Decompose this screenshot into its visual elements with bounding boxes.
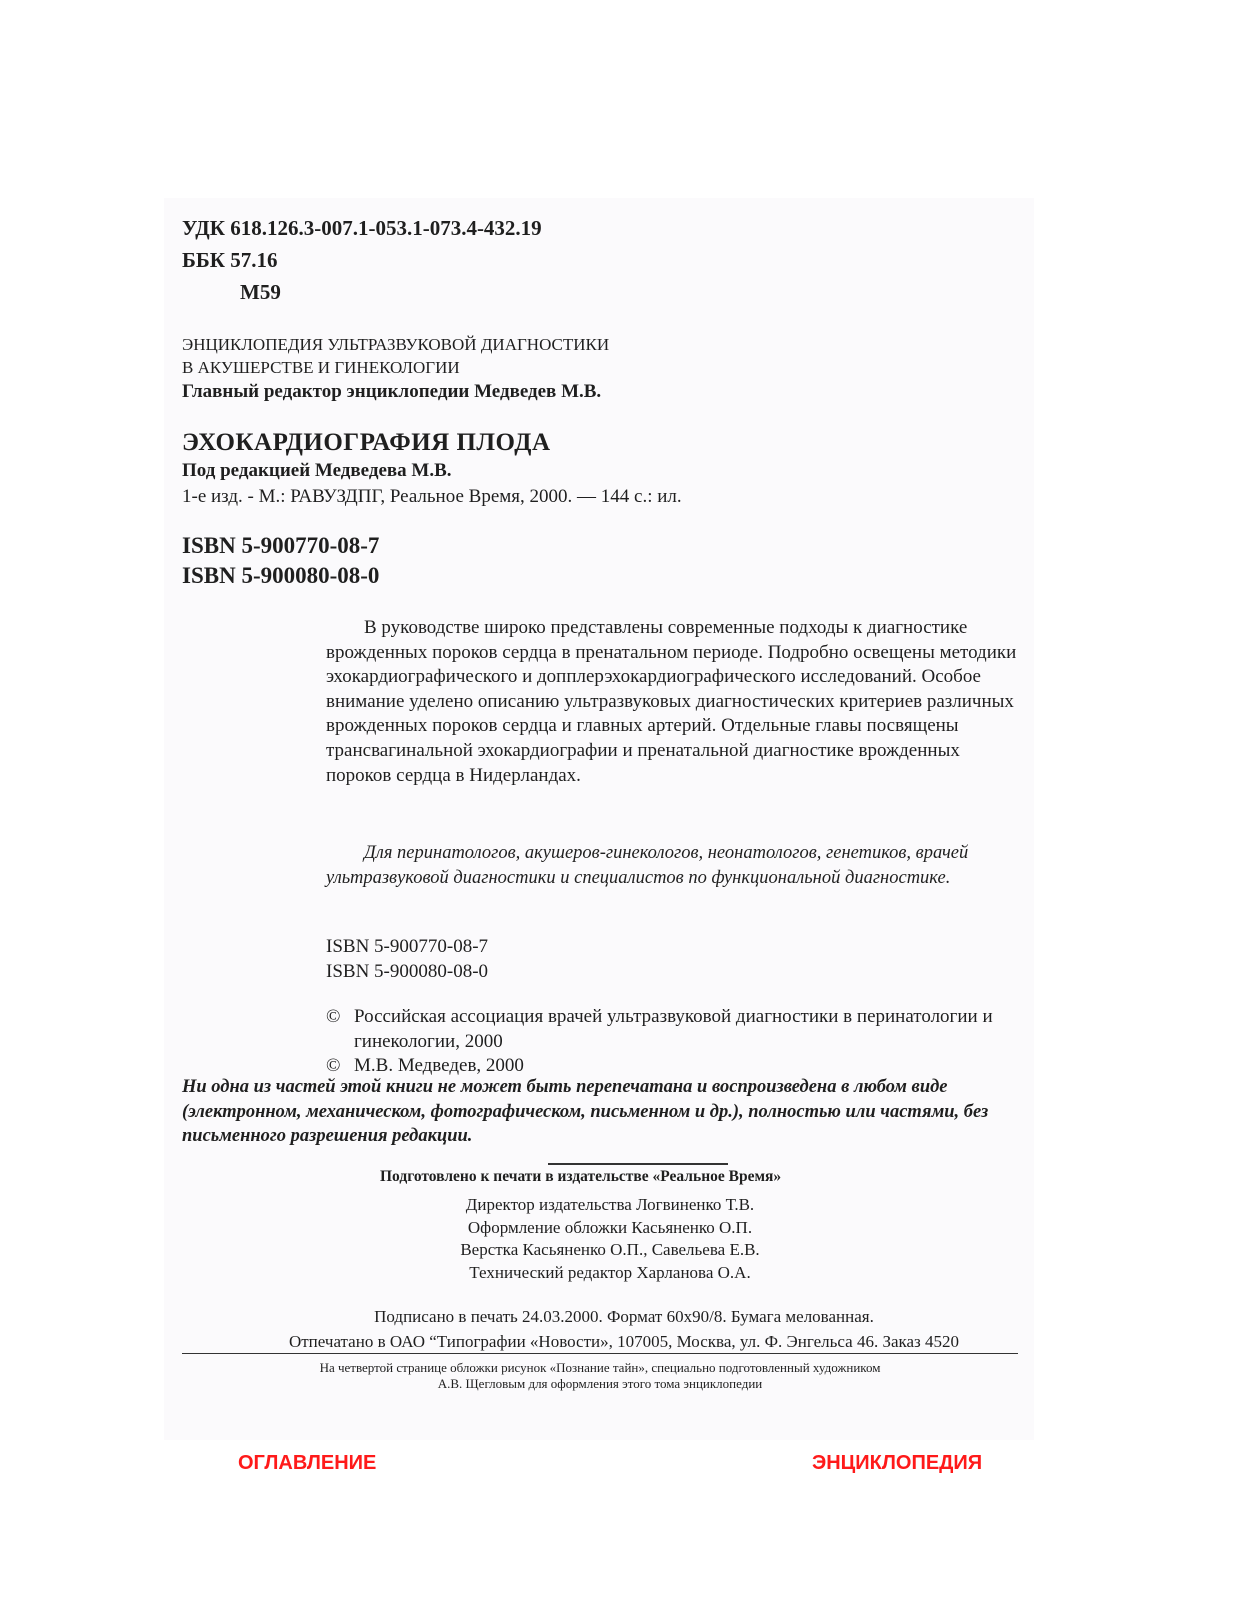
tech-editor: Технический редактор Харланова О.А.: [469, 1262, 751, 1282]
prepared-by: Подготовлено к печати в издательстве «Реальное Время»: [380, 1168, 782, 1185]
cover-design: Оформление обложки Касьяненко О.П.: [467, 1217, 753, 1237]
author-mark: М59: [240, 280, 281, 304]
bbk-code: ББК 57.16: [182, 248, 278, 272]
copyright-holder-2: М.В. Медведев, 2000: [354, 1055, 524, 1077]
copyright-holder-1: Российская ассоциация врачей ультразвуковой диагностики в перинатологии и гинекологии, 2000: [354, 1006, 993, 1052]
imprint-line: 1-е изд. - М.: РАВУЗДПГ, Реальное Время, 2000. — 144 с.: ил.: [182, 486, 682, 507]
divider: [548, 1163, 728, 1165]
copyright-symbol: ©: [326, 1055, 341, 1077]
udk-code: УДК 618.126.3-007.1-053.1-073.4-432.19: [182, 216, 542, 240]
copyright-symbol: ©: [326, 1006, 341, 1027]
edited-by: Под редакцией Медведева М.В.: [182, 460, 452, 481]
series-title: [182, 333, 609, 379]
isbn-1: ISBN 5-900770-08-7: [326, 936, 489, 957]
print-info: [224, 1305, 1024, 1354]
signed-to-print: Подписано в печать 24.03.2000. Формат 60x90/8. Бумага мелованная.: [374, 1307, 874, 1326]
cover-note-line-2: А.В. Щегловым для оформления этого тома энциклопедии: [437, 1376, 763, 1391]
audience: [326, 841, 1026, 890]
book-title: ЭХОКАРДИОГРАФИЯ ПЛОДА: [182, 429, 551, 456]
isbn-bold-block: [182, 531, 379, 591]
isbn-2: ISBN 5-900080-08-0: [326, 960, 489, 982]
isbn-bold-1: ISBN 5-900770-08-7: [182, 533, 380, 558]
director: Директор издательства Логвиненко Т.В.: [465, 1195, 755, 1214]
cover-note: [182, 1360, 1018, 1392]
copyright-block: [326, 1005, 1026, 1079]
isbn-block: [326, 935, 488, 984]
audience-text: Для перинатологов, акушеров-гинекологов, неонатологов, генетиков, врачей ультразвуковой диагностики и специалистов по функциональной диагностике.: [326, 843, 969, 888]
chief-editor: Главный редактор энциклопедии Медведев М.В.: [182, 381, 602, 402]
printed-at: Отпечатано в ОАО “Типографии «Новости», 107005, Москва, ул. Ф. Энгельса 46. Заказ 4520: [288, 1331, 960, 1351]
isbn-bold-2: ISBN 5-900080-08-0: [182, 563, 380, 588]
copyright-row-1: [326, 1005, 1026, 1054]
series-line-1: ЭНЦИКЛОПЕДИЯ УЛЬТРАЗВУКОВОЙ ДИАГНОСТИКИ: [182, 335, 610, 354]
abstract: [326, 616, 1026, 788]
layout-credit: Верстка Касьяненко О.П., Савельева Е.В.: [460, 1240, 760, 1259]
divider: [182, 1353, 1018, 1354]
abstract-text: В руководстве широко представлены современные подходы к диагностике врожденных пороков сердца в пренатальном периоде. Подробно освещены методики эхокардиографического и допплерэхокардиографического исследований. Особое внимание уделено описанию ультразвуковых диагностических критериев различных врожденных пороков сердца и главных артерий. Отдельные главы посвящены трансвагинальной эхокардиографии и пренатальной диагностике врожденных пороков сердца в Нидерландах.: [326, 617, 1017, 786]
rights-notice: Ни одна из частей этой книги не может быть перепечатана и воспроизведена в любом виде (электронном, механическом, фотографическом, письменном и др.), полностью или частями, без письменного разрешения редакции.: [182, 1077, 989, 1147]
contents-link[interactable]: ОГЛАВЛЕНИЕ: [238, 1452, 377, 1474]
encyclopedia-link[interactable]: ЭНЦИКЛОПЕДИЯ: [812, 1452, 983, 1474]
series-line-2: В АКУШЕРСТВЕ И ГИНЕКОЛОГИИ: [182, 358, 460, 377]
cover-note-line-1: На четвертой странице обложки рисунок «Познание тайн», специально подготовленный художником: [319, 1360, 881, 1375]
publisher-staff: [380, 1194, 840, 1284]
